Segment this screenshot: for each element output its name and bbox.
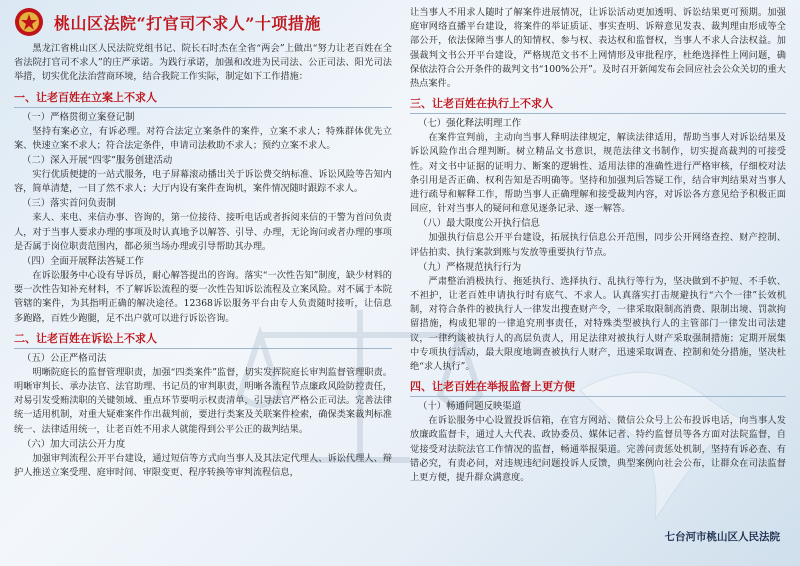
court-emblem-icon	[14, 7, 44, 37]
right-column	[410, 0, 786, 485]
item-5-body: 明晰院庭长的监督管理职责，加强“四类案件”监督，切实发挥院庭长审判监督管理职责。明晰审判长、承办法官、法官助理、书记员的审判职责，明晰各流程节点廉政风险防控责任，对易引发受贿渎职的关键领域、重点环节要明示权责清单，引导法官严格公正司法。完善法律统一适用机制，对重大疑难案件作出裁判前，要进行类案及关联案件检索，确保类案裁判标准统一、法律适用统一，让老百姓不用求人就能得到公平公正的裁判结果。	[14, 366, 392, 435]
item-6-body: 加强审判流程公开平台建设，通过短信等方式向当事人及其法定代理人、诉讼代理人、辩护人推送立案受理、庭审时间、审限变更、程序转换等审判流程信息，	[14, 452, 392, 479]
item-1-title: （一）严格贯彻立案登记制	[22, 111, 135, 123]
item-7-body: 在案件宣判前，主动向当事人释明法律规定，解读法律适用，帮助当事人对诉讼结果及诉讼风险作出合理判断。树立精品文书意识，规范法律文书制作，切实提高裁判的可接受性。对文书中证据的证明力、断案的逻辑性、适用法律的准确性进行严格审核，仔细校对法条引用是否正确、权利告知是否明确等。坚持和加强判后答疑工作，结合审判结果对当事人进行疏导和解释工作，帮助当事人正确理解和接受裁判内容，对诉讼各方意见给予积极正面回应，针对当事人的疑问和意见逐条记录、逐一解答。	[410, 132, 786, 215]
section-2-heading: 二、让老百姓在诉讼上不求人	[14, 330, 392, 349]
item-9-title: （九）严格规范执行行为	[418, 261, 522, 273]
item-8-title: （八）最大限度公开执行信息	[418, 218, 540, 230]
footer-organization: 七台河市桃山区人民法院	[664, 531, 780, 543]
item-6-title: （六）加大司法公开力度	[22, 438, 126, 450]
right-intro-paragraph: 让当事人不用求人随时了解案件进展情况，让诉讼活动更加透明、诉讼结果更可预期。加强庭审网络直播平台建设，将案件的举证质证、事实查明、诉辩意见发表、裁判理由形成等全部公开，依法保障当事人的知情权、参与权、表达权和监督权，当事人不求人合法权益。加强裁判文书公开平台建设，严格规范文书不上网情形及审批程序，杜绝选择性上网问题，确保依法符合公开条件的裁判文书“100%公开”。及时召开新闻发布会回应社会公众关切的重大热点案件。	[410, 7, 786, 90]
item-3-body: 来人、来电、来信办事、咨询的，第一位接待、接听电话或者拆阅来信的干警为首问负责人，对于当事人要求办理的事项及时认真地予以解答、引导、办理，无论询问或者办理的事项是否属于岗位职责范围内，都必须当场办理或引导帮助其办理。	[14, 212, 392, 252]
item-7-title: （七）强化释法明理工作	[418, 118, 522, 130]
intro-paragraph: 黑龙江省桃山区人民法院党组书记、院长石时杰在全省“两会”上做出“努力让老百姓在全省法院打官司不求人”的庄严承诺。为践行承诺，加强和改进为民司法、公正司法、阳光司法举措，切实优化法治营商环境，结合我院工作实际，制定如下工作措施：	[14, 43, 392, 83]
header	[14, 2, 392, 42]
section-1-heading: 一、让老百姓在立案上不求人	[14, 89, 392, 108]
section-3-heading: 三、让老百姓在执行上不求人	[410, 95, 786, 114]
item-4-title: （四）全面开展释法答疑工作	[22, 256, 144, 268]
item-2-title: （二）深入开展“四零”服务创建活动	[22, 155, 173, 167]
item-1-body: 坚持有案必立，有诉必理。对符合法定立案条件的案件，立案不求人；特殊群体优先立案、快速立案不求人；符合法定条件，申请司法救助不求人；预约立案不求人。	[14, 125, 392, 151]
item-10-title: （十）畅通问题反映渠道	[418, 401, 522, 413]
item-4-body: 在诉讼服务中心设有导诉员，耐心解答提出的咨询。落实“一次性告知”制度，缺少材料的要一次性告知补充材料，不了解诉讼流程的要一次性告知诉讼流程及立案风险。对不属于本院管辖的案件，为其指明正确的解决途径。12368诉讼服务平台由专人负责随时接听，让信息多跑路，百姓少跑腿，足不出户就可以进行诉讼咨询。	[14, 270, 392, 324]
section-4-heading: 四、让老百姓在举报监督上更方便	[410, 378, 786, 397]
item-10-body: 在诉讼服务中心设置投诉信箱，在官方网站、微信公众号上公布投诉电话，向当事人发放廉政监督卡，通过人大代表、政协委员、媒体记者、特约监督员等各方面对法院监督，自觉接受对法院法官工作情况的监督，畅通举报渠道。完善问责惩处机制，坚持有诉必查、有错必究，有责必问，对违规违纪问题投诉人反馈，典型案例向社会公布，让群众在司法监督上更方便，提升群众满意度。	[410, 415, 786, 484]
item-5-title: （五）公正严格司法	[22, 352, 107, 364]
item-3-title: （三）落实首问负责制	[22, 198, 116, 210]
item-2-body: 实行优质便捷的一站式服务，电子屏幕滚动播出关于诉讼费交纳标准、诉讼风险等告知内容，简单清楚，一目了然不求人；大厅内设有案件查询机，案件情况随时跟踪不求人。	[14, 169, 392, 195]
item-9-body: 严肃整治消极执行、拖延执行、选择执行、乱执行等行为，坚决做到不护短、不手软、不袒护，让老百姓申请执行时有底气、不求人。认真落实打击规避执行“六个一律”长效机制，对符合条件的被执行人一律发出搜查财产令，一律采取限制高消费、限制出境、罚款拘留措施，构成犯罪的一律追究刑事责任，对特殊类型被执行人的主管部门一律发出司法建议，一律约谈被执行人的高层负责人，用足法律对被执行人财产采取强制措施；定期开展集中专项执行活动，最大限度地调查被执行人财产，迅速采取调查、控制和处分措施，坚决杜绝“求人执行”。	[410, 275, 786, 373]
left-column	[14, 0, 392, 480]
item-8-body: 加强执行信息公开平台建设，拓展执行信息公开范围，同步公开网络查控、财产控制、评估拍卖、执行案款到账与发放等重要执行节点。	[410, 232, 786, 258]
page-title: 桃山区法院“打官司不求人”十项措施	[54, 13, 321, 33]
